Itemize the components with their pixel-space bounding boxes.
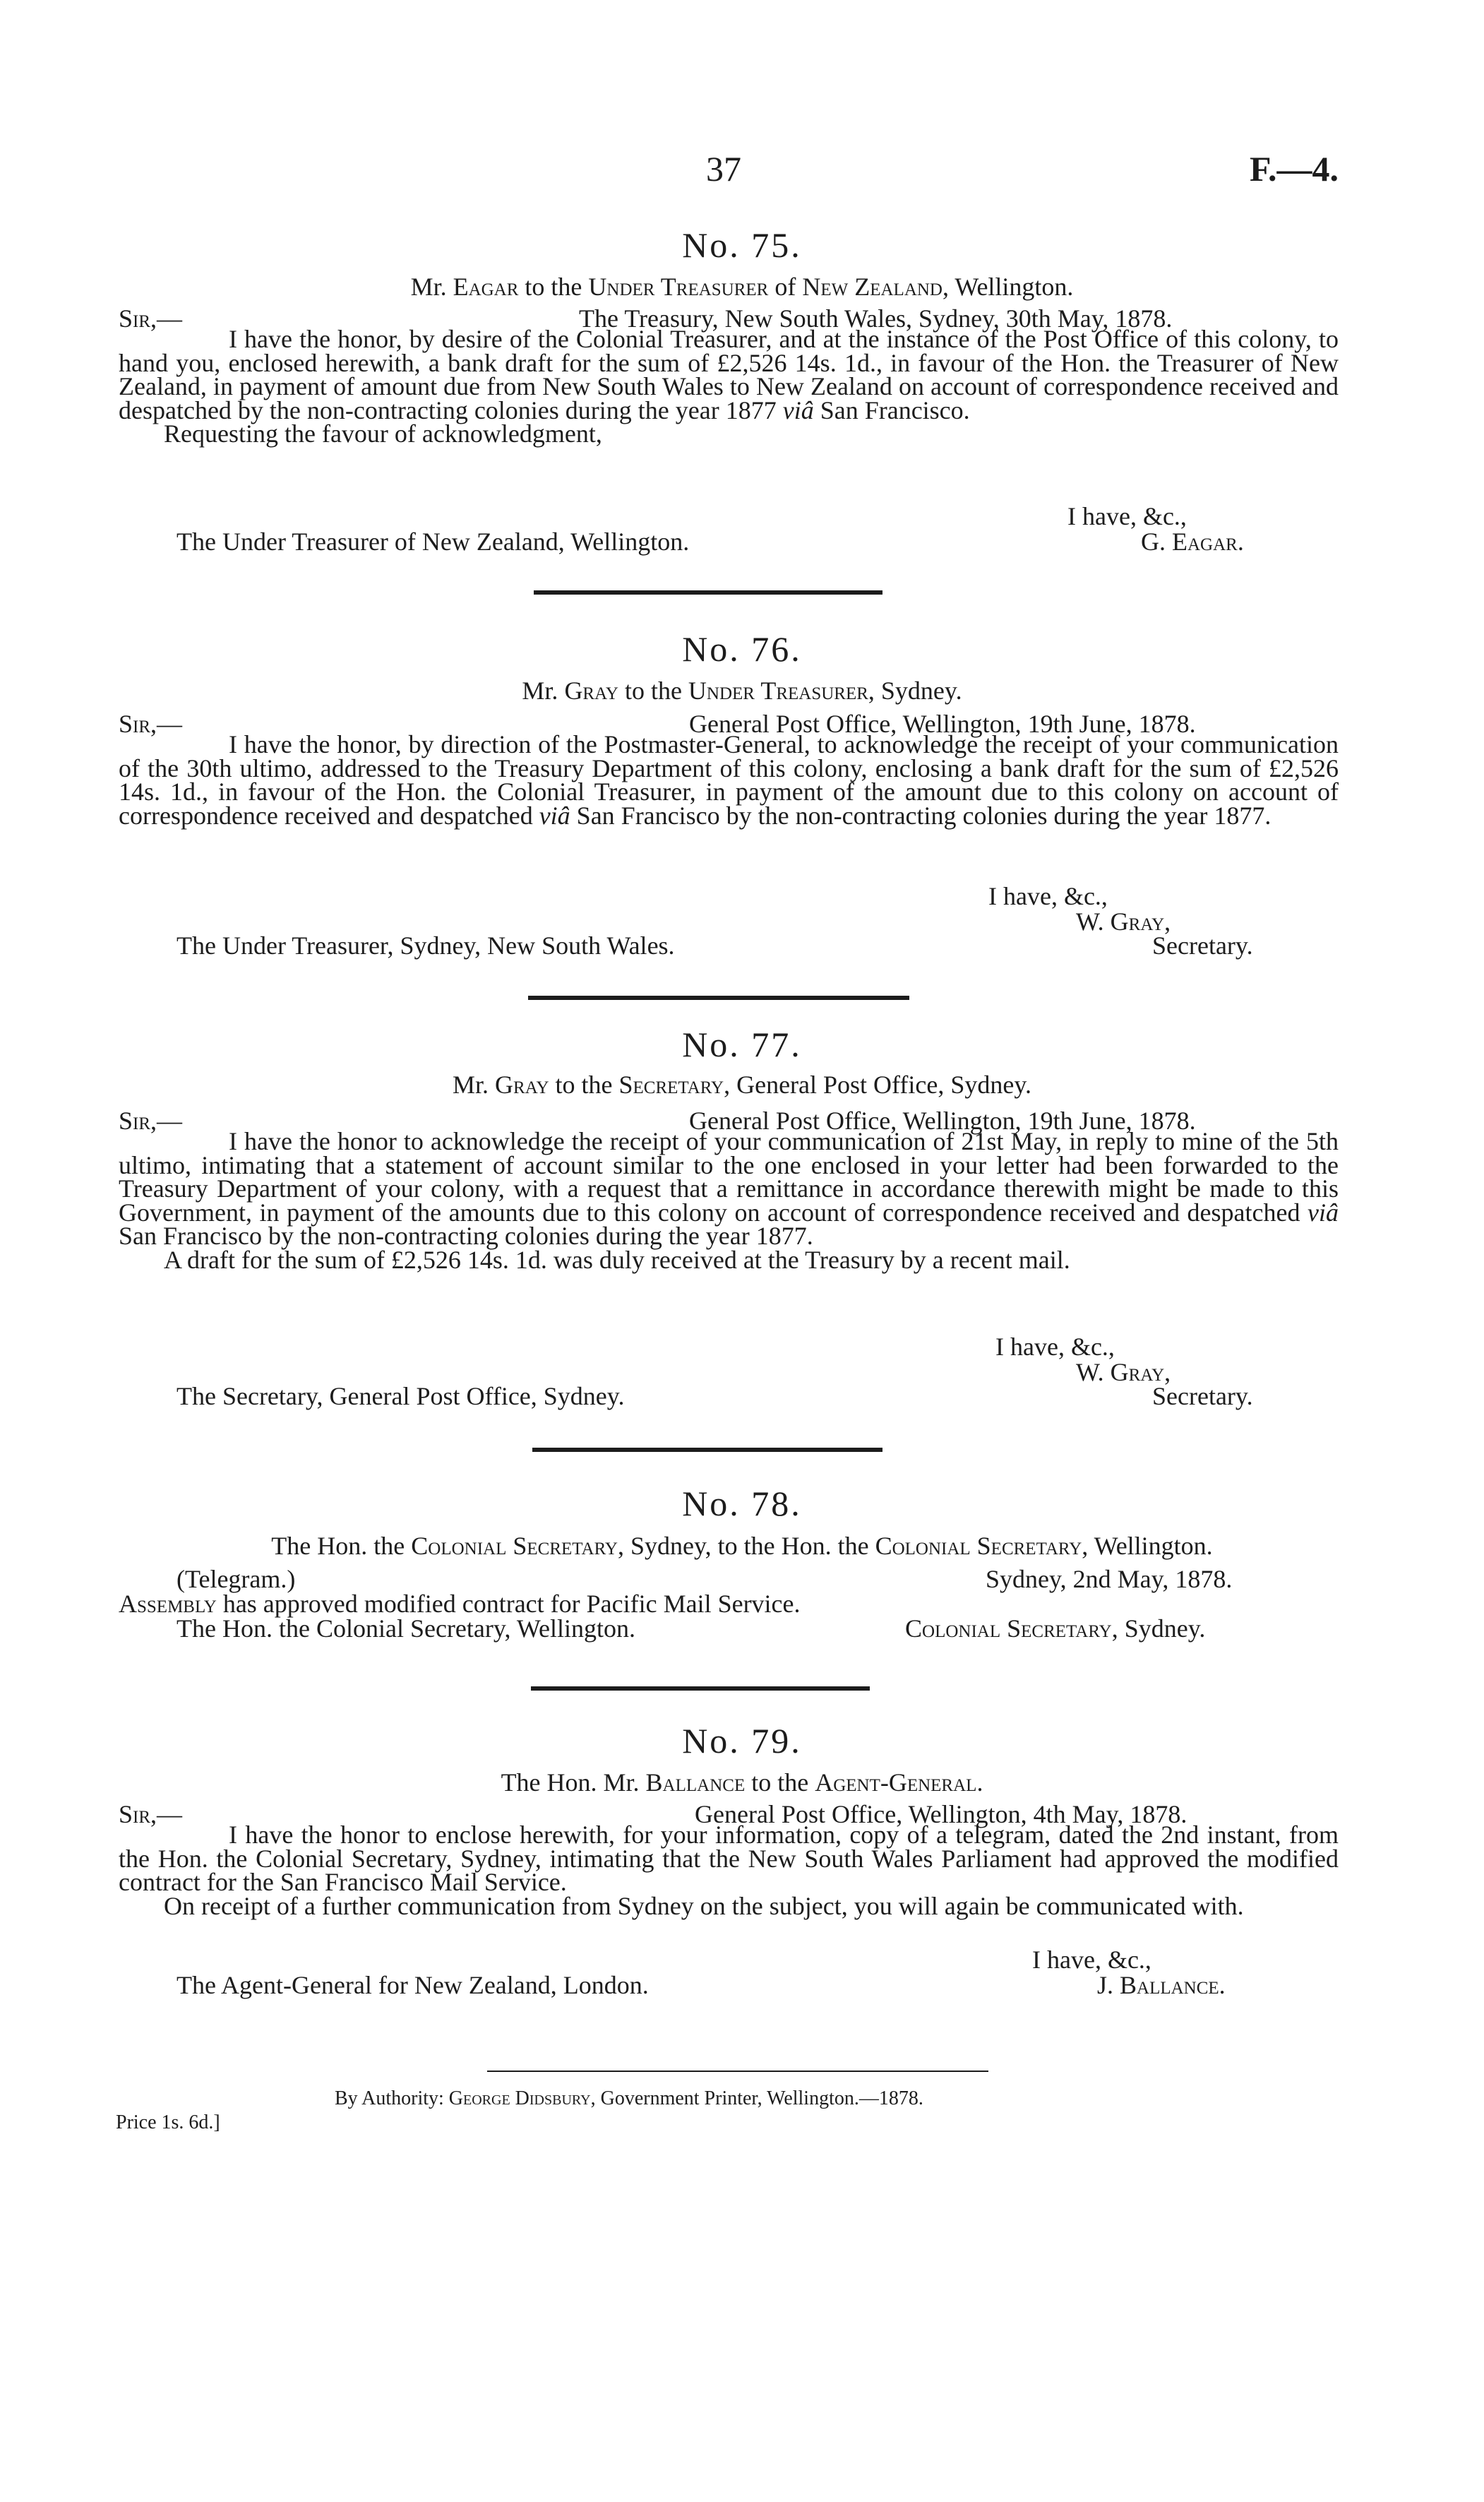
salutation: Sir,— — [119, 1800, 183, 1828]
signature-title: Secretary. — [1152, 931, 1253, 960]
signature: W. Gray, — [1076, 907, 1171, 936]
letter-body: I have the honor to acknowledge the receipt of your communication of 21st May, in reply to mine of the 5th ultimo, intimating that a statement of account similar to the one enclosed in your letter had been forwarded to the Treasury Department of your colony, with a request that a remittance in accordance therewith might be made to this Government, in payment of the amounts due to this colony on account of correspondence received and despatched viâ San Francisco by the non-contracting colonies during the year 1877. A draft for the sum of £2,526 14s. 1d. was duly received at the Treasury by a recent mail. — [119, 1127, 1339, 1274]
letter-number: No. 78. — [682, 1484, 802, 1523]
letter-body: I have the honor to enclose herewith, for your information, copy of a telegram, dated the 2nd instant, from the Hon. the Colonial Secretary, Sydney, intimating that the New South Wales Parliament had approved the modified contract for the San Francisco Mail Service. On receipt of a further communication from Sydney on the subject, you will again be communicated with. — [119, 1821, 1339, 1920]
imprint: By Authority: George Didsbury, Government Printer, Wellington.—1878. — [335, 2087, 923, 2109]
letter-number: No. 79. — [682, 1721, 802, 1761]
letter-body: I have the honor, by direction of the Postmaster-General, to acknowledge the receipt of your communication of the 30th ultimo, addressed to the Treasury Department of this colony, enclosing a bank draft for the sum of £2,526 14s. 1d., in favour of the Hon. the Colonial Treasurer, in payment of the amount due to this colony on account of correspondence received and despatched viâ San Francisco by the non-contracting colonies during the year 1877. — [119, 730, 1339, 830]
section-divider — [528, 996, 909, 1000]
telegram-label: (Telegram.) — [176, 1565, 296, 1593]
section-divider — [534, 590, 882, 595]
signature: G. Eagar. — [1141, 528, 1244, 556]
dateline: General Post Office, Wellington, 4th May, 1878. — [695, 1800, 1187, 1828]
letter-title: The Hon. the Colonial Secretary, Sydney, to the Hon. the Colonial Secretary, Wellington. — [271, 1532, 1213, 1560]
signature: J. Ballance. — [1097, 1971, 1226, 1999]
dateline: The Treasury, New South Wales, Sydney, 30th May, 1878. — [579, 304, 1173, 333]
closing: I have, &c., — [1067, 502, 1187, 530]
addressee: The Under Treasurer of New Zealand, Wellington. — [176, 528, 690, 556]
letter-body: I have the honor, by desire of the Colonial Treasurer, and at the instance of the Post Office of this colony, to hand you, enclosed herewith, a bank draft for the sum of £2,526 14s. 1d., in favour of the Hon. the Treasurer of New Zealand, in payment of amount due from New South Wales to New Zealand on account of correspondence received and despatched by the non-contracting colonies during the year 1877 viâ San Francisco. Requesting the favour of acknowledgment, — [119, 325, 1339, 448]
letter-number: No. 75. — [682, 225, 802, 265]
closing: I have, &c., — [995, 1333, 1115, 1361]
closing: I have, &c., — [988, 882, 1108, 910]
salutation: Sir,— — [119, 710, 183, 738]
section-divider — [531, 1686, 870, 1691]
dateline: Sydney, 2nd May, 1878. — [986, 1565, 1233, 1593]
letter-number: No. 76. — [682, 629, 802, 669]
dateline: General Post Office, Wellington, 19th June, 1878. — [689, 1107, 1196, 1135]
signature-title: Secretary. — [1152, 1382, 1253, 1410]
letter-title: Mr. Gray to the Secretary, General Post Office, Sydney. — [453, 1071, 1031, 1099]
dateline: General Post Office, Wellington, 19th June, 1878. — [689, 710, 1196, 738]
price: Price 1s. 6d.] — [116, 2111, 220, 2133]
signature: W. Gray, — [1076, 1358, 1171, 1386]
letter-number: No. 77. — [682, 1025, 802, 1064]
addressee: The Agent-General for New Zealand, London. — [176, 1971, 649, 1999]
salutation: Sir,— — [119, 1107, 183, 1135]
addressee: The Hon. the Colonial Secretary, Wellington. — [176, 1614, 635, 1643]
addressee: The Secretary, General Post Office, Sydney. — [176, 1382, 625, 1410]
letter-title: The Hon. Mr. Ballance to the Agent-General. — [501, 1768, 983, 1797]
letter-title: Mr. Eagar to the Under Treasurer of New Zealand, Wellington. — [410, 273, 1074, 301]
salutation: Sir,— — [119, 304, 183, 333]
letter-title: Mr. Gray to the Under Treasurer, Sydney. — [522, 677, 962, 705]
page-number: 37 — [706, 149, 741, 189]
closing: I have, &c., — [1032, 1946, 1151, 1974]
signature: Colonial Secretary, Sydney. — [905, 1614, 1206, 1643]
imprint-divider — [487, 2071, 988, 2072]
addressee: The Under Treasurer, Sydney, New South Wales. — [176, 931, 675, 960]
telegram-body: Assembly has approved modified contract for Pacific Mail Service. — [119, 1590, 801, 1618]
document-ref: F.—4. — [1250, 149, 1339, 189]
section-divider — [532, 1448, 882, 1452]
